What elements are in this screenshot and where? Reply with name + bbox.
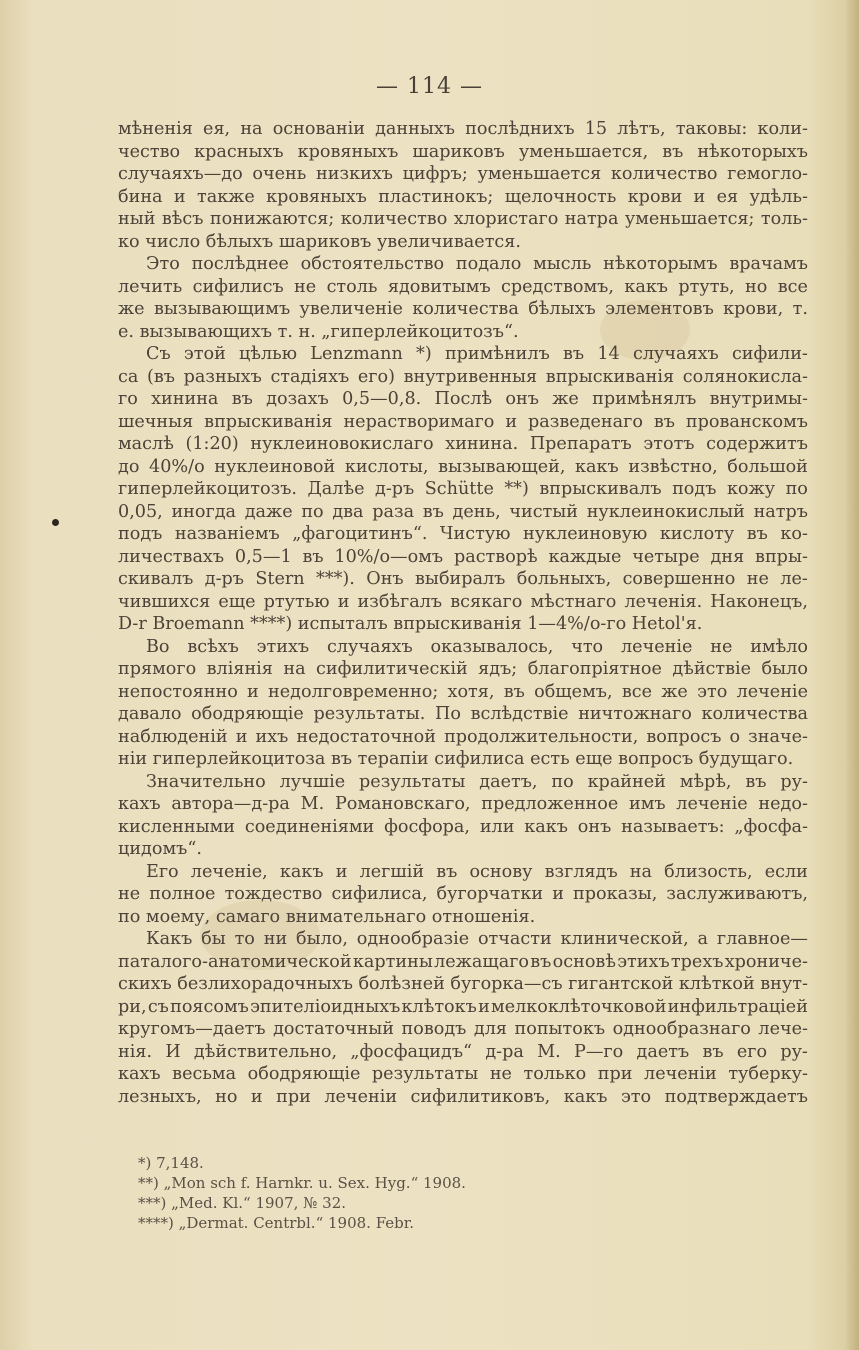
text-line: го хинина въ дозахъ 0,5—0,8. Послѣ онъ же примѣнялъ внутримы- <box>118 389 808 409</box>
text-line: Значительно лучшіе результаты даетъ, по крайней мѣрѣ, въ ру- <box>146 771 808 792</box>
footnote: **) „Mon sch f. Harnkr. u. Sex. Hyg.“ 1908. <box>138 1174 466 1192</box>
footnote: ****) „Dermat. Centrbl.“ 1908. Febr. <box>138 1214 415 1232</box>
text-line: лезныхъ, но и при леченіи сифилитиковъ, какъ это подтверждаетъ <box>118 1086 808 1107</box>
text-line: 0,05, иногда даже по два раза въ день, чистый нуклеинокислый натръ <box>118 501 808 522</box>
text-line: наблюденій и ихъ недостаточной продолжительности, вопросъ о значе- <box>118 726 808 747</box>
text-line: кахъ автора—д-ра М. Романовскаго, предложенное имъ леченіе недо- <box>118 794 808 814</box>
text-line: по моему, самаго внимательнаго отношенія. <box>118 906 536 927</box>
text-line: же вызывающимъ увеличеніе количества бѣлыхъ элементовъ крови, т. <box>118 299 808 319</box>
text-line: Это послѣднее обстоятельство подало мысль нѣкоторымъ врачамъ <box>146 254 808 274</box>
text-line: не полное тождество сифилиса, бугорчатки и проказы, заслуживаютъ, <box>118 884 808 904</box>
text-line: паталого-анатомической картины лежащаго въ основѣ этихъ трехъ хрониче- <box>118 951 808 972</box>
text-line: D-r Broemann ****) испыталъ впрыскиванія 1—4%/о-го Hetol'я. <box>118 614 703 634</box>
text-line: чество красныхъ кровяныхъ шариковъ уменьшается, въ нѣкоторыхъ <box>118 141 808 162</box>
text-line: личествахъ 0,5—1 въ 10%/о—омъ растворѣ каждые четыре дня впры- <box>118 546 808 567</box>
text-line: мѣненія ея, на основаніи данныхъ послѣднихъ 15 лѣтъ, таковы: коли- <box>118 119 808 139</box>
text-line: Его леченіе, какъ и легшій въ основу взглядъ на близость, если <box>146 861 808 882</box>
text-line: лечить сифилисъ не столь ядовитымъ средствомъ, какъ ртуть, но все <box>118 276 808 297</box>
margin-dot <box>52 519 59 526</box>
footnote: ***) „Med. Kl.“ 1907, № 32. <box>138 1194 347 1212</box>
text-line: ко число бѣлыхъ шариковъ увеличивается. <box>118 231 521 252</box>
page-number: — 114 — <box>376 74 483 99</box>
page-edge-shadow <box>845 0 859 1350</box>
footnote: *) 7,148. <box>138 1154 204 1172</box>
text-line: цидомъ“. <box>118 839 202 859</box>
text-line: Съ этой цѣлью Lenzmann *) примѣнилъ въ 14 случаяхъ сифили- <box>146 344 808 364</box>
text-line: бина и также кровяныхъ пластинокъ; щелочность крови и ея удѣль- <box>118 186 808 207</box>
text-line: маслѣ (1:20) нуклеиновокислаго хинина. Препаратъ этотъ содержитъ <box>118 434 808 454</box>
body-text <box>118 118 808 1108</box>
text-line: прямого вліянія на сифилитическій ядъ; благопріятное дѣйствіе было <box>118 659 808 679</box>
text-line: Во всѣхъ этихъ случаяхъ оказывалось, что леченіе не имѣло <box>146 636 808 657</box>
text-line: е. вызывающихъ т. н. „гиперлейкоцитозъ“. <box>118 321 519 342</box>
text-line: чившихся еще ртутью и избѣгалъ всякаго мѣстнаго леченія. Наконецъ, <box>118 591 808 612</box>
text-line: ный вѣсъ понижаются; количество хлористаго натра уменьшается; толь- <box>118 209 808 229</box>
text-line: ри, съ поясомъ эпителіоидныхъ клѣтокъ и мелкоклѣточковой инфильтраціей <box>118 996 808 1017</box>
text-line: гиперлейкоцитозъ. Далѣе д-ръ Schütte **) впрыскивалъ подъ кожу по <box>118 479 808 499</box>
text-line: скихъ безлихорадочныхъ болѣзней бугорка—съ гигантской клѣткой внут- <box>118 974 808 994</box>
text-line: шечныя впрыскиванія нерастворимаго и разведенаго въ прованскомъ <box>118 411 808 432</box>
text-line: подъ названіемъ „фагоцитинъ“. Чистую нуклеиновую кислоту въ ко- <box>118 524 808 544</box>
text-line: до 40%/о нуклеиновой кислоты, вызывающей, какъ извѣстно, большой <box>118 456 808 477</box>
text-line: давало ободряющіе результаты. По вслѣдствіе ничтожнаго количества <box>118 704 808 724</box>
footnotes <box>138 1153 638 1233</box>
text-line: са (въ разныхъ стадіяхъ его) внутривенныя впрыскиванія солянокисла- <box>118 366 808 387</box>
text-line: кахъ весьма ободряющіе результаты не только при леченіи туберку- <box>118 1064 808 1084</box>
text-line: скивалъ д-ръ Stern ***). Онъ выбиралъ больныхъ, совершенно не ле- <box>118 569 808 589</box>
text-line: Какъ бы то ни было, однообразіе отчасти клинической, а главное— <box>146 929 808 949</box>
text-line: кисленными соединеніями фосфора, или какъ онъ называетъ: „фосфа- <box>118 816 808 837</box>
text-line: нія. И дѣйствительно, „фосфацидъ“ д-ра М. Р—го даетъ въ его ру- <box>118 1041 808 1062</box>
text-line: непостоянно и недолговременно; хотя, въ общемъ, все же это леченіе <box>118 681 808 702</box>
text-line: случаяхъ—до очень низкихъ цифръ; уменьшается количество гемогло- <box>118 164 808 184</box>
text-line: ніи гиперлейкоцитоза въ терапіи сифилиса есть еще вопросъ будущаго. <box>118 749 794 769</box>
text-line: кругомъ—даетъ достаточный поводъ для попытокъ однообразнаго лече- <box>118 1019 808 1039</box>
